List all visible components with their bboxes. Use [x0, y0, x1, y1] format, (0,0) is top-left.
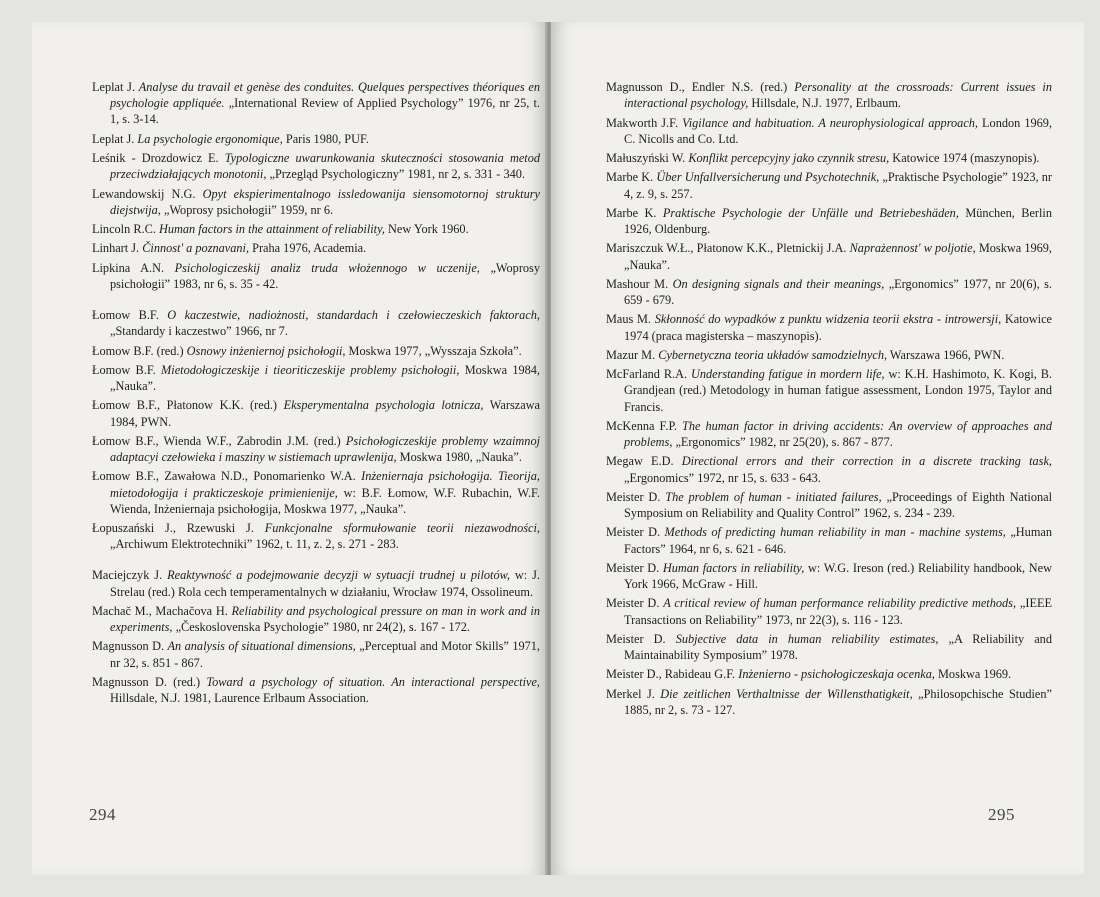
entry-title: Reliability and psychological pressure on man in work and in experiments,: [110, 603, 540, 635]
entry-author: Łomow B.F., Zawałowa N.D., Ponomarienko W.A.: [92, 469, 362, 484]
bibliography-entry: [92, 79, 540, 128]
bibliography-entry: [606, 489, 1052, 521]
entry-details: „Przegląd Psychologiczny” 1981, nr 2, s. 331 - 340.: [266, 167, 525, 182]
entry-title: The human factor in driving accidents: An overview of approaches and problems,: [624, 418, 1052, 449]
entry-author: Łomow B.F., Wienda W.F., Zabrodin J.M. (red.): [92, 433, 346, 448]
entry-details: „Woprosy psichołogii” 1959, nr 6.: [160, 202, 334, 217]
entry-author: Mashour M.: [606, 276, 673, 291]
bibliography-entry: [606, 240, 1052, 272]
entry-author: Makworth J.F.: [606, 115, 683, 130]
bibliography-entry: [606, 79, 1052, 111]
bibliography-entry: [92, 362, 540, 394]
entry-details: Moskwa 1984, „Nauka”.: [110, 362, 541, 393]
entry-author: McFarland R.A.: [606, 367, 691, 382]
entry-details: Moskwa 1969.: [934, 667, 1012, 682]
entry-title: Typologiczne uwarunkowania skuteczności stosowania metod przeciwdziałających monotonii,: [110, 151, 540, 182]
entry-title: Psichołogiczeskije problemy wzaimnoj adaptacyi czełowieka i masziny w sistiemach uprawlenija,: [110, 433, 541, 464]
entry-title: Human factors in the attainment of reliability,: [158, 222, 385, 236]
bibliography-entry: [92, 240, 540, 256]
entry-title: Toward a psychology of situation. An interactional perspective,: [206, 674, 540, 689]
entry-title: The problem of human - initiated failures,: [665, 489, 882, 504]
entry-details: w: K.H. Hashimoto, K. Kogi, B. Grandjean (red.) Metodology in human fatigue assessment, London 1975, Taylor and Francis.: [624, 367, 1052, 414]
entry-author: Maus M.: [606, 312, 655, 327]
entry-title: La psychologie ergonomique,: [137, 131, 283, 146]
bibliography-entry: [92, 186, 540, 218]
entry-title: An analysis of situational dimensions,: [167, 639, 356, 654]
entry-title: Reaktywność a podejmowanie decyzji w sytuacji trudnej u pilotów,: [167, 568, 510, 583]
entry-author: Meister D.: [606, 596, 664, 611]
entry-details: München, Berlin 1926, Oldenburg.: [624, 205, 1053, 236]
entry-details: Hillsdale, N.J. 1977, Erlbaum.: [748, 96, 901, 111]
entry-details: w: J. Strelau (red.) Rola cech temperamentalnych w działaniu, Wrocław 1974, Ossolineum.: [110, 568, 540, 599]
entry-details: „Human Factors” 1964, nr 6, s. 621 - 646.: [624, 525, 1052, 556]
entry-title: Analyse du travail et genèse des conduites. Quelques perspectives théoriques en psychologie appliquée.: [110, 80, 540, 111]
entry-details: „IEEE Transactions on Reliability” 1973, nr 22(3), s. 116 - 123.: [624, 596, 1052, 627]
left-page: [32, 22, 548, 875]
bibliography-entry: [606, 115, 1052, 147]
entry-details: „Philosopchische Studien” 1885, nr 2, s. 73 - 127.: [624, 686, 1052, 717]
bibliography-entry: [606, 150, 1052, 166]
bibliography-entry: [92, 433, 540, 465]
entry-author: Machač M., Machačova H.: [92, 603, 232, 618]
entry-title: Psichologiczeskij analiz truda włożennogo w uczenije,: [174, 260, 480, 275]
entry-author: Magnusson D. (red.): [92, 674, 207, 689]
bibliography-entry: [92, 221, 540, 237]
entry-title: Opyt ekspierimentalnogo issledowanija siensomotornoj struktury diejstwija,: [110, 186, 540, 217]
bibliography-entry: [92, 260, 540, 292]
entry-title: Naprażennost' w poljotie,: [849, 241, 976, 256]
entry-title: Understanding fatigue in mordern life,: [690, 367, 885, 382]
entry-author: Lewandowskij N.G.: [92, 186, 203, 201]
bibliography-entry: [92, 307, 540, 339]
entry-details: „A Reliability and Maintainability Symposium” 1978.: [624, 631, 1052, 662]
bibliography-entry: [92, 603, 540, 635]
entry-author: Meister D.: [606, 489, 666, 504]
entry-details: „Praktische Psychologie” 1923, nr 4, z. 9, s. 257.: [624, 170, 1053, 201]
entry-author: Łomow B.F., Płatonow K.K. (red.): [92, 398, 284, 413]
entry-details: Warszawa 1984, PWN.: [110, 398, 540, 429]
entry-author: Meister D.: [606, 560, 663, 575]
bibliography-entry: [606, 311, 1052, 343]
entry-title: Konflikt percepcyjny jako czynnik stresu,: [688, 151, 890, 165]
bibliography-entry: [606, 276, 1052, 308]
entry-title: Personality at the crossroads: Current issues in interactional psychology,: [624, 80, 1052, 111]
entry-title: A critical review of human performance reliability predictive methods,: [663, 596, 1017, 611]
entry-details: Moskwa 1980, „Nauka”.: [396, 450, 522, 464]
bibliography-entry: [606, 453, 1052, 485]
entry-author: Leplat J.: [92, 80, 139, 94]
entry-details: „Woprosy psichołogii” 1983, nr 6, s. 35 - 42.: [110, 260, 540, 291]
entry-author: Meister D., Rabideau G.F.: [606, 667, 739, 682]
entry-title: Cybernetyczna teoria układów samodzielnych,: [658, 347, 888, 362]
entry-author: Maciejczyk J.: [92, 568, 168, 583]
entry-title: Directional errors and their correction in a discrete tracking task,: [681, 454, 1052, 469]
entry-title: Osnowy inżeniernoj psichołogii,: [186, 343, 346, 358]
entry-title: Vigilance and habituation. A neurophysiological approach,: [682, 115, 978, 130]
entry-details: New York 1960.: [384, 222, 469, 236]
bibliography-entry: [92, 638, 540, 670]
entry-author: Meister D.: [606, 525, 665, 540]
right-page: [551, 22, 1084, 875]
page-number-right: 295: [988, 805, 1015, 824]
bibliography-entry: [92, 131, 540, 147]
entry-title: Methods of predicting human reliability in man - machine systems,: [664, 525, 1006, 540]
entry-author: Lincoln R.C.: [92, 222, 159, 236]
entry-title: Inżenierno - psichołogiczeskaja ocenka,: [738, 667, 935, 682]
bibliography-entry: [92, 674, 540, 706]
entry-details: Moskwa 1969, „Nauka”.: [624, 241, 1053, 272]
entry-details: „Standardy i kaczestwo” 1966, nr 7.: [110, 324, 288, 339]
entry-details: „Československa Psychologie” 1980, nr 24(2), s. 167 - 172.: [172, 620, 470, 635]
entry-details: „Ergonomics” 1982, nr 25(20), s. 867 - 877.: [672, 435, 893, 449]
entry-details: Hillsdale, N.J. 1981, Laurence Erlbaum Association.: [110, 691, 369, 706]
entry-author: Merkel J.: [606, 686, 661, 701]
entry-details: „Perceptual and Motor Skills” 1971, nr 32, s. 851 - 867.: [110, 639, 540, 670]
entry-title: Funkcjonalne sformułowanie teorii niezawodności,: [264, 521, 541, 535]
bibliography-entry: [606, 169, 1052, 201]
entry-title: Činnost' a poznavani,: [142, 241, 250, 256]
entry-details: Praha 1976, Academia.: [249, 241, 367, 256]
bibliography-entry: [92, 150, 540, 182]
entry-author: Linhart J.: [92, 241, 143, 256]
bibliography-entry: [606, 418, 1052, 450]
entry-author: Meister D.: [606, 631, 676, 646]
entry-details: London 1969, C. Nicolls and Co. Ltd.: [624, 115, 1052, 146]
bibliography-entry: [92, 343, 540, 359]
bibliography-entry: [606, 686, 1052, 718]
entry-author: Łomow B.F.: [92, 308, 168, 322]
bibliography-entry: [606, 366, 1052, 415]
entry-author: Łopuszański J., Rzewuski J.: [92, 521, 265, 535]
bibliography-entry: [606, 524, 1052, 556]
bibliography-entry: [606, 560, 1052, 592]
bibliography-entry: [606, 631, 1052, 663]
entry-details: „Proceedings of Eighth National Symposium on Reliability and Quality Control” 1962, s. 234 - 239.: [624, 489, 1053, 520]
page-number-left: 294: [89, 805, 116, 824]
entry-title: Die zeitlichen Verthaltnisse der Willensthatigkeit,: [660, 686, 913, 701]
bibliography-entry: [606, 666, 1052, 682]
entry-title: O kaczestwie, nadiożnosti, standardach i czełowieczeskich faktorach,: [167, 308, 541, 322]
entry-details: „International Review of Applied Psychology” 1976, nr 25, t. 1, s. 3-14.: [110, 96, 540, 127]
entry-details: Moskwa 1977, „Wysszaja Szkoła”.: [345, 343, 522, 358]
entry-details: „Ergonomics” 1977, nr 20(6), s. 659 - 679.: [624, 276, 1052, 307]
entry-author: Leplat J.: [92, 131, 138, 146]
entry-details: Katowice 1974 (maszynopis).: [889, 151, 1040, 165]
entry-details: „Archiwum Elektrotechniki” 1962, t. 11, z. 2, s. 271 - 283.: [110, 537, 399, 552]
entry-title: Human factors in reliability,: [662, 560, 805, 575]
entry-author: Mariszczuk W.Ł., Płatonow K.K., Pletnickij J.A.: [606, 241, 850, 256]
bibliography-list-left: [92, 79, 540, 709]
bibliography-entry: [606, 347, 1052, 363]
entry-title: Praktische Psychologie der Unfälle und Betriebeshäden,: [662, 205, 959, 220]
entry-title: Skłonność do wypadków z punktu widzenia teorii ekstra - introwersji,: [654, 312, 1002, 327]
bibliography-entry: [606, 595, 1052, 627]
entry-author: Marbe K.: [606, 170, 657, 185]
entry-title: Mietodołogiczeskije i tieoriticzeskije problemy psichołogii,: [161, 362, 460, 377]
bibliography-entry: [92, 520, 540, 552]
entry-author: Magnusson D., Endler N.S. (red.): [606, 80, 795, 94]
entry-details: w: W.G. Ireson (red.) Reliability handbook, New York 1966, McGraw - Hill.: [624, 560, 1053, 591]
entry-author: Małuszyński W.: [606, 151, 689, 165]
entry-title: Über Unfallversicherung und Psychotechnik,: [656, 170, 880, 185]
bibliography-entry: [92, 468, 540, 517]
entry-title: Subjective data in human reliability estimates,: [675, 631, 939, 646]
entry-author: Mazur M.: [606, 347, 659, 362]
entry-title: Eksperymentalna psychologia lotnicza,: [283, 398, 484, 413]
entry-author: Marbe K.: [606, 205, 663, 220]
bibliography-entry: [92, 567, 540, 599]
entry-title: On designing signals and their meanings,: [672, 276, 885, 291]
entry-author: Leśnik - Drozdowicz E.: [92, 151, 225, 165]
entry-details: „Ergonomics” 1972, nr 15, s. 633 - 643.: [624, 470, 821, 485]
entry-author: Megaw E.D.: [606, 454, 682, 469]
entry-details: Warszawa 1966, PWN.: [887, 347, 1005, 362]
entry-title: Inżeniernaja psichołogija. Tieorija, mietodołogija i prakticzeskoje primienienije,: [110, 469, 540, 500]
entry-author: McKenna F.P.: [606, 418, 683, 433]
entry-details: Katowice 1974 (praca magisterska – maszynopis).: [624, 312, 1052, 343]
entry-author: Lipkina A.N.: [92, 260, 175, 275]
entry-author: Łomow B.F.: [92, 362, 162, 377]
bibliography-list-right: [606, 79, 1052, 721]
bibliography-entry: [606, 205, 1052, 237]
entry-details: Paris 1980, PUF.: [282, 131, 369, 146]
entry-author: Łomow B.F. (red.): [92, 343, 187, 358]
entry-author: Magnusson D.: [92, 639, 168, 654]
bibliography-entry: [92, 397, 540, 429]
entry-details: w: B.F. Łomow, W.F. Rubachin, W.F. Wienda, Inżeniernaja psichołogija, Moskwa 1977, „Nauka”.: [110, 485, 540, 516]
